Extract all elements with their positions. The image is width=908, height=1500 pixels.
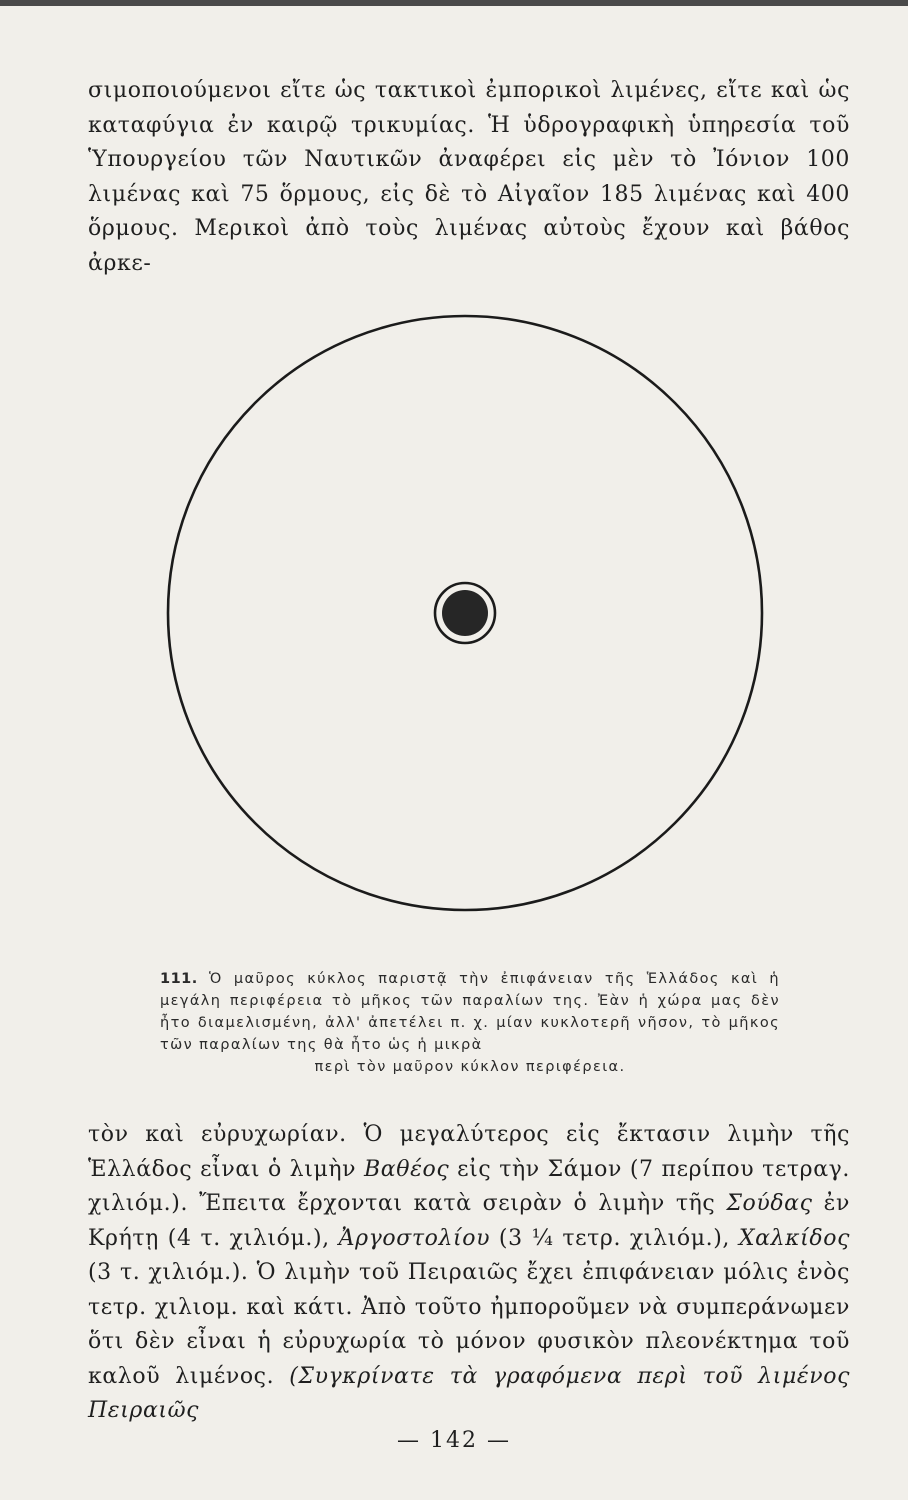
figure-caption <box>160 968 780 1078</box>
black-area-circle <box>442 590 488 636</box>
text-run: τὸν καὶ εὐρυχωρίαν. Ὁ μεγαλύτερος εἰς ἔκτασιν λιμὴν τῆς Ἑλλάδος εἶναι ὁ λιμὴν <box>88 1122 850 1182</box>
text-run: (3 ¼ τετρ. χιλιόμ.), <box>490 1225 739 1251</box>
place-argostoliou: Ἀργοστολίου <box>338 1225 491 1251</box>
text-run: εἰς τὴν Σάμον (7 περίπου τετραγ. χιλιόμ.). Ἔπειτα ἔρχονται κατὰ σειρὰν ὁ λιμὴν τῆς <box>88 1156 850 1216</box>
page-number: — 142 — <box>397 1428 511 1453</box>
place-chalkidos: Χαλκίδος <box>738 1225 850 1251</box>
paragraph-top: σιμοποιούμενοι εἴτε ὡς τακτικοὶ ἐμπορικοὶ λιμένες, εἴτε καὶ ὡς καταφύγια ἐν καιρῷ τρικυμίας. Ἡ ὑδρογραφικὴ ὑπηρεσία τοῦ Ὑπουργείου τῶν Ναυτικῶν ἀναφέρει εἰς μὲν τὸ Ἰόνιον 100 λιμένας καὶ 75 ὅρμους, εἰς δὲ τὸ Αἰγαῖον 185 λιμένας καὶ 400 ὅρμους. Μερικοὶ ἀπὸ τοὺς λιμένας αὐτοὺς ἔχουν καὶ βάθος ἀρκε- <box>88 78 850 276</box>
comparison-note: (Συγκρίνατε τὰ γραφόμενα περὶ τοῦ λιμένος Πειραιῶς <box>88 1363 850 1423</box>
scan-top-edge <box>0 0 908 6</box>
caption-text: Ὁ μαῦρος κύκλος παριστᾷ τὴν ἐπιφάνειαν τῆς Ἑλλάδος καὶ ἡ μεγάλη περιφέρεια τὸ μῆκος τῶν παραλίων της. Ἐὰν ἡ χώρα μας δὲν ἦτο διαμελισμένη, ἀλλ' ἀπετέλει π. χ. μίαν κυκλοτερῆ νῆσον, τὸ μῆκος τῶν παραλίων της θὰ ἦτο ὡς ἡ μικρὰ <box>160 971 780 1053</box>
text-run: ἐν Κρήτῃ (4 τ. χιλιόμ.), <box>88 1191 850 1251</box>
text-run: (3 τ. χιλιόμ.). Ὁ λιμὴν τοῦ Πειραιῶς ἔχει ἐπιφάνειαν μόλις ἑνὸς τετρ. χιλιομ. καὶ κάτι. Ἀπὸ τοῦτο ἠμποροῦμεν νὰ συμπεράνωμεν ὅτι δὲν εἶναι ἡ εὐρυχωρία τὸ μόνον φυσικὸν πλεονέκτημα τοῦ καλοῦ λιμένος. <box>88 1260 850 1389</box>
figure-circles <box>160 295 770 955</box>
figure-number: 111. <box>160 971 198 987</box>
place-soudas: Σούδας <box>726 1191 813 1216</box>
paragraph-bottom <box>88 1118 850 1429</box>
place-vatheos: Βαθέος <box>364 1156 450 1182</box>
caption-last-line: περὶ τὸν μαῦρον κύκλον περιφέρεια. <box>314 1059 626 1075</box>
